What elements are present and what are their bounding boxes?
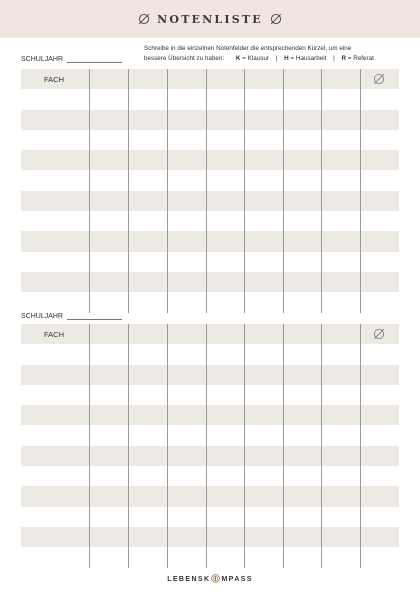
table-row[interactable] <box>21 446 399 466</box>
page-header <box>0 0 420 38</box>
table-row[interactable] <box>21 130 399 150</box>
column-divider <box>244 324 245 568</box>
column-divider <box>283 69 284 313</box>
table-row[interactable] <box>21 150 399 170</box>
abbr-code: K <box>235 54 241 62</box>
table-row[interactable] <box>21 405 399 425</box>
table-row[interactable] <box>21 426 399 446</box>
instructions-prefix: bessere Übersicht zu haben: <box>144 54 225 62</box>
column-divider <box>89 324 90 568</box>
schuljahr-input-line[interactable] <box>67 313 122 320</box>
table-row[interactable] <box>21 344 399 364</box>
schuljahr-field <box>21 313 122 320</box>
table-row[interactable] <box>21 365 399 385</box>
instructions-line-1: Schreibe in die einzelnen Notenfelder die entsprechenden Kürzel, um eine <box>144 45 352 52</box>
table-row[interactable] <box>21 385 399 405</box>
header-row <box>21 324 399 344</box>
compass-icon <box>211 574 220 583</box>
abbr-label: Referat <box>353 54 374 62</box>
column-divider <box>167 324 168 568</box>
column-divider <box>167 69 168 313</box>
schuljahr-label: SCHULJAHR <box>21 313 64 320</box>
grade-table <box>21 69 399 313</box>
fach-header: FACH <box>44 75 65 84</box>
column-divider <box>321 324 322 568</box>
footer-brand <box>0 574 420 583</box>
column-divider <box>206 69 207 313</box>
instructions-line-2: bessere Übersicht zu haben: K = Klausur | H = Hausarbeit | R = Referat <box>144 54 374 62</box>
table-row[interactable] <box>21 110 399 130</box>
abbr-label: Hausarbeit <box>295 54 327 62</box>
abbr-label: Klausur <box>247 54 270 62</box>
fach-header: FACH <box>44 330 65 339</box>
table-row[interactable] <box>21 527 399 547</box>
column-divider <box>89 69 90 313</box>
column-divider <box>128 324 129 568</box>
table-row[interactable] <box>21 292 399 312</box>
table-row[interactable] <box>21 231 399 251</box>
abbr-code: R <box>341 54 347 62</box>
average-icon <box>270 13 282 25</box>
column-divider <box>360 69 361 313</box>
average-icon <box>138 13 150 25</box>
table-row[interactable] <box>21 211 399 231</box>
table-row[interactable] <box>21 507 399 527</box>
average-icon <box>373 328 385 340</box>
average-icon <box>373 73 385 85</box>
table-row[interactable] <box>21 252 399 272</box>
column-divider <box>128 69 129 313</box>
schuljahr-input-line[interactable] <box>67 56 122 63</box>
brand-text-right: MPASS <box>221 576 253 583</box>
page-title: NOTENLISTE <box>157 12 263 26</box>
table-row[interactable] <box>21 171 399 191</box>
table-row[interactable] <box>21 547 399 567</box>
schuljahr-field <box>21 56 122 63</box>
instructions <box>144 44 404 63</box>
table-row[interactable] <box>21 191 399 211</box>
table-row[interactable] <box>21 466 399 486</box>
brand-text-left: LEBENSK <box>167 576 211 583</box>
table-row[interactable] <box>21 486 399 506</box>
column-divider <box>321 69 322 313</box>
column-divider <box>360 324 361 568</box>
abbr-code: H <box>284 54 289 62</box>
header-row <box>21 69 399 89</box>
grade-table <box>21 324 399 568</box>
column-divider <box>206 324 207 568</box>
table-row[interactable] <box>21 272 399 292</box>
table-row[interactable] <box>21 89 399 109</box>
column-divider <box>283 324 284 568</box>
column-divider <box>244 69 245 313</box>
schuljahr-label: SCHULJAHR <box>21 56 64 63</box>
